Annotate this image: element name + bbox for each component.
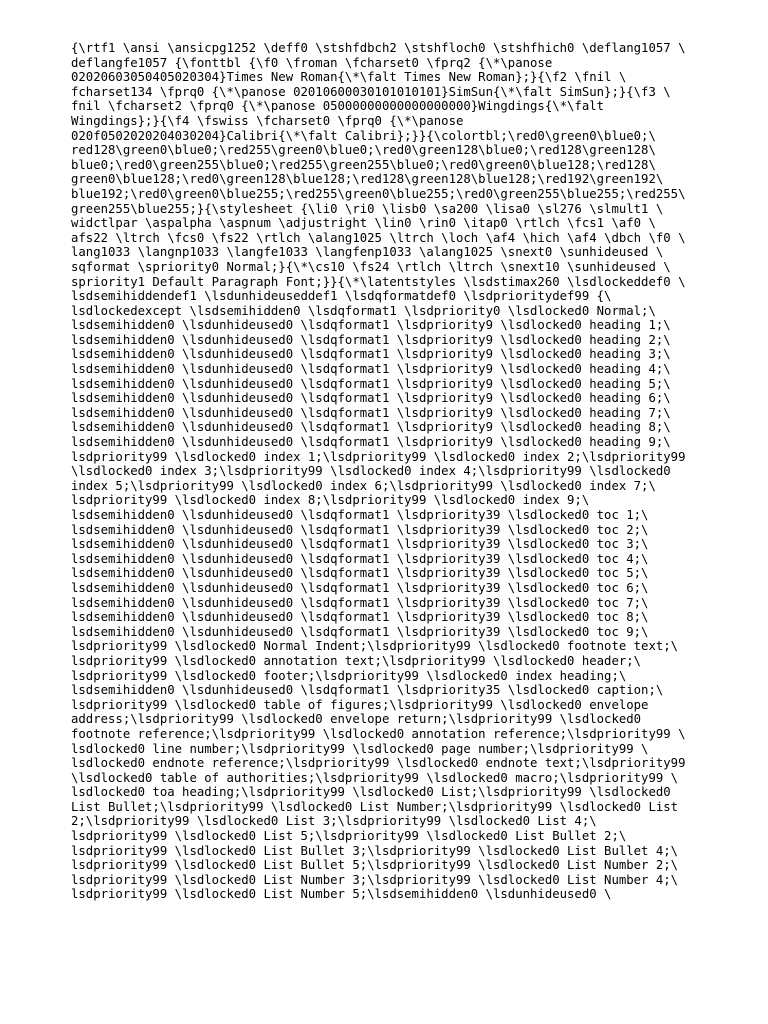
text-line: lsdsemihidden0 \lsdunhideused0 \lsdqformat1 \lsdpriority9 \lsdlocked0 heading 5;\	[71, 376, 671, 391]
text-line: deflangfe1057 {\fonttbl {\f0 \froman \fcharset0 \fprq2 {\*\panose	[71, 55, 553, 70]
text-line: lsdpriority99 \lsdlocked0 index 8;\lsdpriority99 \lsdlocked0 index 9;\	[71, 493, 590, 508]
text-line: lsdpriority99 \lsdlocked0 index 1;\lsdpriority99 \lsdlocked0 index 2;\lsdpriority99	[71, 449, 686, 464]
text-line: {\rtf1 \ansi \ansicpg1252 \deff0 \stshfdbch2 \stshfloch0 \stshfhich0 \deflang1057 \	[71, 41, 686, 55]
text-line: lsdsemihidden0 \lsdunhideused0 \lsdqformat1 \lsdpriority9 \lsdlocked0 heading 1;\	[71, 318, 671, 333]
text-line: lsdsemihidden0 \lsdunhideused0 \lsdqformat1 \lsdpriority39 \lsdlocked0 toc 6;\	[71, 580, 649, 595]
text-line: afs22 \ltrch \fcs0 \fs22 \rtlch \alang1025 \ltrch \loch \af4 \hich \af4 \dbch \f0 \	[71, 230, 686, 245]
text-line: footnote reference;\lsdpriority99 \lsdlocked0 annotation reference;\lsdpriority99 \	[71, 726, 686, 741]
text-line: \lsdlocked0 index 3;\lsdpriority99 \lsdlocked0 index 4;\lsdpriority99 \lsdlocked0	[71, 464, 671, 479]
text-line: lsdsemihidden0 \lsdunhideused0 \lsdqformat1 \lsdpriority9 \lsdlocked0 heading 7;\	[71, 405, 671, 420]
text-line: red128\green0\blue0;\red255\green0\blue0;\red0\green128\blue0;\red128\green128\	[71, 143, 656, 158]
text-line: spriority1 Default Paragraph Font;}}{\*\latentstyles \lsdstimax260 \lsdlockeddef0 \	[71, 274, 686, 289]
text-line: index 5;\lsdpriority99 \lsdlocked0 index 6;\lsdpriority99 \lsdlocked0 index 7;\	[71, 478, 656, 493]
text-line: green255\blue255;}{\stylesheet {\li0 \ri0 \lisb0 \sa200 \lisa0 \sl276 \slmult1 \	[71, 201, 664, 216]
text-line: lsdpriority99 \lsdlocked0 List 5;\lsdpriority99 \lsdlocked0 List Bullet 2;\	[71, 829, 627, 844]
text-line: lsdlocked0 toa heading;\lsdpriority99 \lsdlocked0 List;\lsdpriority99 \lsdlocked0	[71, 785, 671, 800]
text-line: lsdpriority99 \lsdlocked0 footer;\lsdpriority99 \lsdlocked0 index heading;\	[71, 668, 627, 683]
text-line: 02020603050405020304}Times New Roman{\*\falt Times New Roman};}{\f2 \fnil \	[71, 70, 627, 85]
text-line: Wingdings};}{\f4 \fswiss \fcharset0 \fprq0 {\*\panose	[71, 113, 464, 128]
text-line: lsdpriority99 \lsdlocked0 Normal Indent;\lsdpriority99 \lsdlocked0 footnote text;\	[71, 639, 679, 654]
text-line: lsdsemihidden0 \lsdunhideused0 \lsdqformat1 \lsdpriority39 \lsdlocked0 toc 7;\	[71, 595, 649, 610]
text-line: 2;\lsdpriority99 \lsdlocked0 List 3;\lsdpriority99 \lsdlocked0 List 4;\	[71, 814, 597, 829]
text-line: lsdsemihidden0 \lsdunhideused0 \lsdqformat1 \lsdpriority9 \lsdlocked0 heading 4;\	[71, 362, 671, 377]
text-line: lsdsemihidden0 \lsdunhideused0 \lsdqformat1 \lsdpriority9 \lsdlocked0 heading 6;\	[71, 391, 671, 406]
text-line: address;\lsdpriority99 \lsdlocked0 envelope return;\lsdpriority99 \lsdlocked0	[71, 712, 642, 727]
text-line: lsdsemihidden0 \lsdunhideused0 \lsdqformat1 \lsdpriority39 \lsdlocked0 toc 2;\	[71, 522, 649, 537]
text-line: lsdsemihidden0 \lsdunhideused0 \lsdqformat1 \lsdpriority9 \lsdlocked0 heading 9;\	[71, 435, 671, 450]
text-line: lsdsemihidden0 \lsdunhideused0 \lsdqformat1 \lsdpriority35 \lsdlocked0 caption;\	[71, 683, 664, 698]
text-line: lsdsemihidden0 \lsdunhideused0 \lsdqformat1 \lsdpriority39 \lsdlocked0 toc 4;\	[71, 551, 649, 566]
text-line: lsdsemihidden0 \lsdunhideused0 \lsdqformat1 \lsdpriority39 \lsdlocked0 toc 5;\	[71, 566, 649, 581]
text-line: lsdpriority99 \lsdlocked0 List Number 5;\lsdsemihidden0 \lsdunhideused0 \	[71, 887, 612, 902]
text-line: List Bullet;\lsdpriority99 \lsdlocked0 List Number;\lsdpriority99 \lsdlocked0 List	[71, 799, 679, 814]
text-line: green0\blue128;\red0\green128\blue128;\red128\green128\blue128;\red192\green192\	[71, 172, 664, 187]
text-line: lsdpriority99 \lsdlocked0 table of figures;\lsdpriority99 \lsdlocked0 envelope	[71, 697, 649, 712]
text-line: lsdsemihidden0 \lsdunhideused0 \lsdqformat1 \lsdpriority39 \lsdlocked0 toc 8;\	[71, 610, 649, 625]
text-line: blue0;\red0\green255\blue0;\red255\green255\blue0;\red0\green0\blue128;\red128\	[71, 157, 656, 172]
text-line: sqformat \spriority0 Normal;}{\*\cs10 \fs24 \rtlch \ltrch \snext10 \sunhideused \	[71, 259, 671, 274]
text-line: lsdlocked0 endnote reference;\lsdpriority99 \lsdlocked0 endnote text;\lsdpriority99	[71, 756, 686, 771]
text-line: lsdsemihidden0 \lsdunhideused0 \lsdqformat1 \lsdpriority39 \lsdlocked0 toc 9;\	[71, 624, 649, 639]
text-line: blue192;\red0\green0\blue255;\red255\green0\blue255;\red0\green255\blue255;\red255\	[71, 186, 686, 201]
text-line: 020f0502020204030204}Calibri{\*\falt Calibri};}}{\colortbl;\red0\green0\blue0;\	[71, 128, 656, 143]
text-line: \lsdlocked0 table of authorities;\lsdpriority99 \lsdlocked0 macro;\lsdpriority99 \	[71, 770, 679, 785]
text-line: lsdpriority99 \lsdlocked0 annotation text;\lsdpriority99 \lsdlocked0 header;\	[71, 653, 642, 668]
text-line: lsdpriority99 \lsdlocked0 List Bullet 5;\lsdpriority99 \lsdlocked0 List Number 2;\	[71, 858, 679, 873]
text-line: lsdsemihidden0 \lsdunhideused0 \lsdqformat1 \lsdpriority9 \lsdlocked0 heading 2;\	[71, 332, 671, 347]
text-line: lsdsemihidden0 \lsdunhideused0 \lsdqformat1 \lsdpriority39 \lsdlocked0 toc 1;\	[71, 508, 649, 522]
text-line: lsdpriority99 \lsdlocked0 List Number 3;\lsdpriority99 \lsdlocked0 List Number 4;\	[71, 872, 679, 887]
text-line: lsdlockedexcept \lsdsemihidden0 \lsdqformat1 \lsdpriority0 \lsdlocked0 Normal;\	[71, 303, 656, 318]
text-line: lsdsemihidden0 \lsdunhideused0 \lsdqformat1 \lsdpriority39 \lsdlocked0 toc 3;\	[71, 537, 649, 552]
text-line: fnil \fcharset2 \fprq0 {\*\panose 05000000000000000000}Wingdings{\*\falt	[71, 99, 605, 114]
text-line: fcharset134 \fprq0 {\*\panose 02010600030101010101}SimSun{\*\falt SimSun};}{\f3 \	[71, 84, 671, 99]
text-line: lsdlocked0 line number;\lsdpriority99 \lsdlocked0 page number;\lsdpriority99 \	[71, 741, 649, 756]
text-line: lsdpriority99 \lsdlocked0 List Bullet 3;\lsdpriority99 \lsdlocked0 List Bullet 4;\	[71, 843, 679, 858]
text-line: lsdsemihidden0 \lsdunhideused0 \lsdqformat1 \lsdpriority9 \lsdlocked0 heading 8;\	[71, 420, 671, 435]
text-line: lsdsemihiddendef1 \lsdunhideuseddef1 \lsdqformatdef0 \lsdprioritydef99 {\	[71, 289, 612, 304]
text-line: widctlpar \aspalpha \aspnum \adjustright \lin0 \rin0 \itap0 \rtlch \fcs1 \af0 \	[71, 216, 656, 231]
rtf-source-text	[71, 41, 711, 902]
text-line: lang1033 \langnp1033 \langfe1033 \langfenp1033 \alang1025 \snext0 \sunhideused \	[71, 245, 664, 260]
text-line: lsdsemihidden0 \lsdunhideused0 \lsdqformat1 \lsdpriority9 \lsdlocked0 heading 3;\	[71, 347, 671, 362]
